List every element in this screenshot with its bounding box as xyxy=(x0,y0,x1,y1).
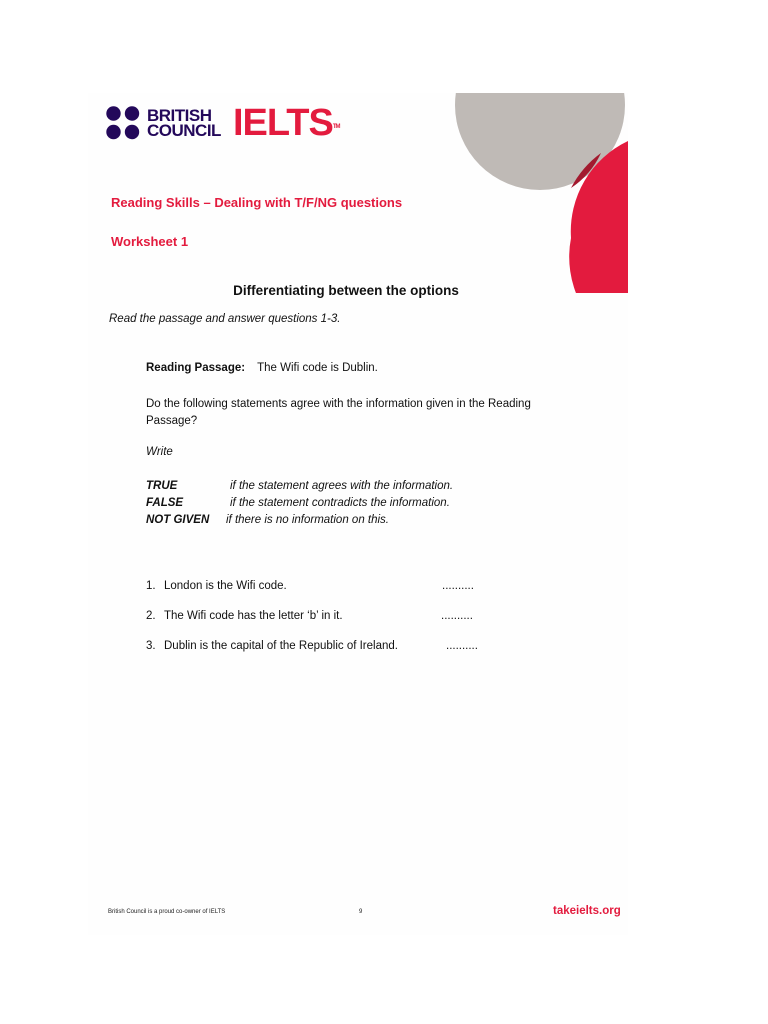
footer-co-owner-note: British Council is a proud co-owner of IELTS xyxy=(108,909,226,915)
question-item xyxy=(146,580,474,592)
question-text: Dublin is the capital of the Republic of Ireland. xyxy=(164,640,398,652)
worksheet-page xyxy=(88,93,628,935)
instruction-text: Read the passage and answer questions 1-3. xyxy=(109,313,341,325)
key-row-not-given xyxy=(146,514,389,526)
question-number: 2. xyxy=(146,610,156,622)
question-number: 1. xyxy=(146,580,156,592)
question-item xyxy=(146,610,473,622)
question-text: The Wifi code has the letter ‘b’ in it. xyxy=(164,610,343,622)
passage-text: The Wifi code is Dublin. xyxy=(257,362,378,374)
write-label: Write xyxy=(146,446,173,458)
page-title: Differentiating between the options xyxy=(233,283,459,298)
question-item xyxy=(146,640,478,652)
footer-website-link[interactable]: takeielts.org xyxy=(553,905,621,917)
brand-line-2: COUNCIL xyxy=(147,121,221,140)
page-number: 9 xyxy=(359,909,363,915)
british-council-ielts-logo xyxy=(106,103,339,143)
british-council-wordmark xyxy=(147,108,221,138)
key-term: FALSE xyxy=(146,497,184,509)
key-description: if there is no information on this. xyxy=(226,514,389,526)
answer-blank[interactable]: .......... xyxy=(442,580,474,592)
ielts-label: IELTS xyxy=(232,102,333,144)
key-term: NOT GIVEN xyxy=(146,514,210,526)
answer-blank[interactable]: .......... xyxy=(446,640,478,652)
ielts-wordmark xyxy=(233,103,340,143)
key-row-true xyxy=(146,480,454,492)
key-term: TRUE xyxy=(146,480,178,492)
key-description: if the statement agrees with the information. xyxy=(230,480,454,492)
worksheet-heading: Worksheet 1 xyxy=(111,234,189,249)
answer-blank[interactable]: .......... xyxy=(441,610,473,622)
trademark-mark: TM xyxy=(332,124,340,130)
reading-passage xyxy=(146,362,378,374)
question-text: London is the Wifi code. xyxy=(164,580,287,592)
key-row-false xyxy=(146,497,450,509)
passage-label: Reading Passage: xyxy=(146,362,246,374)
section-heading: Reading Skills – Dealing with T/F/NG questions xyxy=(111,195,403,210)
task-statement: Do the following statements agree with the information given in the Reading Passage? xyxy=(146,398,531,427)
key-description: if the statement contradicts the information. xyxy=(230,497,450,509)
question-number: 3. xyxy=(146,640,156,652)
british-council-dots-icon xyxy=(106,106,140,140)
brand-line-1: BRITISH xyxy=(147,106,212,125)
